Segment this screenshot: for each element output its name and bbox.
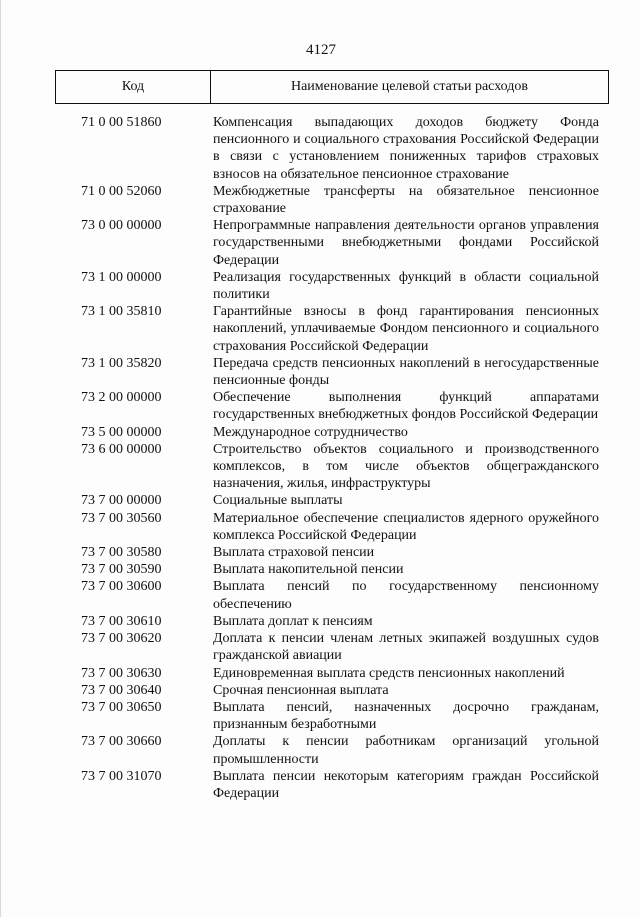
row-name: Компенсация выпадающих доходов бюджету Фонда пенсионного и социального страхования Российской Федерации в связи с установлением пониженных тарифов страховых взносов на обязательное пенсионное страхование [213,115,599,182]
row-code: 73 1 00 00000 [81,269,162,285]
row-name: Доплаты к пенсии работникам организаций угольной промышленности [213,734,599,767]
row-name: Выплата страховой пенсии [213,545,375,561]
row-code: 73 0 00 00000 [81,218,162,234]
row-name: Срочная пенсионная выплата [213,682,389,698]
table-row [1,630,640,664]
row-code: 71 0 00 52060 [81,183,162,199]
row-name: Международное сотрудничество [213,424,408,440]
table-row [1,183,640,217]
table-row [1,561,640,578]
table-row [1,699,640,733]
table-row [1,733,640,767]
table-row [1,665,640,682]
table-row [1,682,640,699]
row-code: 73 5 00 00000 [81,424,162,440]
row-code: 73 7 00 30620 [81,631,162,647]
header-name: Наименование целевой статьи расходов [290,79,529,94]
table-body [1,114,640,802]
row-code: 73 7 00 30560 [81,510,162,526]
row-code: 73 7 00 30640 [81,682,162,698]
table-row [1,389,640,423]
row-name: Выплата пенсий по государственному пенсионному обеспечению [213,579,599,612]
table-row [1,768,640,802]
table-row [1,303,640,355]
row-code: 73 7 00 30610 [81,613,162,629]
row-code: 73 7 00 31070 [81,768,162,784]
row-name: Непрограммные направления деятельности органов управления государственными внебюджетными фондами Российской Федерации [213,218,599,268]
row-name: Обеспечение выполнения функций аппаратами государственных внебюджетных фондов Российской Федерации [213,390,599,423]
row-name: Передача средств пенсионных накоплений в негосударственные пенсионные фонды [213,355,599,389]
row-name: Реализация государственных функций в области социальной политики [213,269,599,303]
row-name: Социальные выплаты [213,493,343,509]
table-row [1,578,640,612]
page-number: 4127 [306,42,336,58]
row-code: 73 6 00 00000 [81,441,162,457]
table-row [1,510,640,544]
table-row [1,492,640,509]
table-row [1,544,640,561]
row-name: Межбюджетные трансферты на обязательное пенсионное страхование [213,183,599,217]
row-name: Доплата к пенсии членам летных экипажей воздушных судов гражданской авиации [213,631,599,664]
table-row [1,355,640,389]
table-row [1,269,640,303]
row-code: 73 7 00 30630 [81,665,162,681]
row-code: 71 0 00 51860 [81,115,162,130]
row-code: 73 7 00 00000 [81,493,162,509]
table-row [1,613,640,630]
row-code: 73 1 00 35820 [81,355,162,371]
table-row [1,217,640,269]
table-header [55,70,609,104]
row-name: Выплата пенсии некоторым категориям граждан Российской Федерации [213,768,599,801]
table-row [1,424,640,441]
row-name: Строительство объектов социального и производственного комплексов, в том числе объектов общегражданского назначения, жилья, инфраструктуры [213,441,599,492]
row-code: 73 7 00 30580 [81,545,162,561]
row-name: Выплата доплат к пенсиям [213,613,373,629]
row-code: 73 7 00 30590 [81,562,162,578]
row-code: 73 2 00 00000 [81,390,162,406]
row-code: 73 1 00 35810 [81,304,162,320]
row-name: Материальное обеспечение специалистов ядерного оружейного комплекса Российской Федерации [213,510,599,543]
row-code: 73 7 00 30650 [81,699,162,715]
row-code: 73 7 00 30660 [81,734,162,750]
row-name: Гарантийные взносы в фонд гарантирования пенсионных накоплений, уплачиваемые Фондом пенсионного и социального страхования Российской Федерации [213,304,599,354]
row-name: Выплата накопительной пенсии [213,562,404,578]
row-name: Выплата пенсий, назначенных досрочно гражданам, признанным безработными [213,699,599,733]
row-name: Единовременная выплата средств пенсионных накоплений [213,665,565,681]
table-row [1,441,640,493]
header-code: Код [56,71,211,103]
row-code: 73 7 00 30600 [81,579,162,595]
table-row [1,114,640,183]
